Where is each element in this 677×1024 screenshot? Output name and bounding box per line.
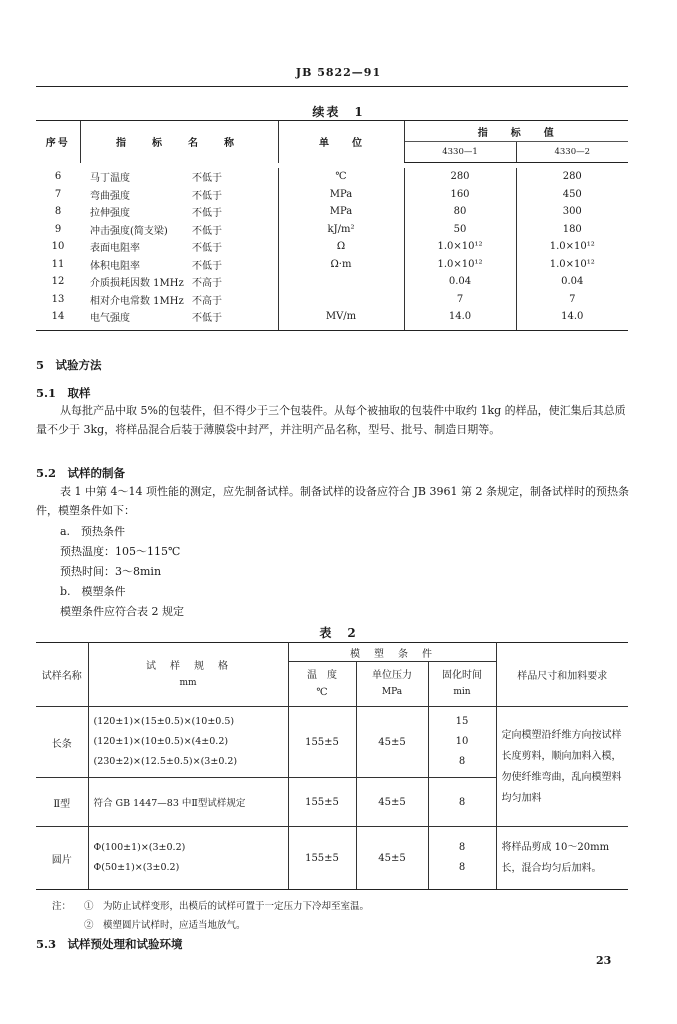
page-number: 23 — [596, 954, 612, 967]
col-model-b-header: 4330—2 — [516, 142, 628, 163]
row-value-b: 450 — [516, 186, 628, 204]
row-value-a: 1.0×10¹² — [404, 256, 516, 274]
col-value-header: 指 标 值 — [404, 121, 628, 142]
note-2: ② 模塑圆片试样时，应适当地放气。 — [84, 920, 246, 931]
row-no: 7 — [54, 188, 62, 200]
spec-header-label: 试 样 规 格 — [146, 660, 230, 672]
row-name: 冲击强度(简支梁) — [90, 225, 168, 237]
row-name: 体积电阻率 — [90, 260, 140, 272]
row-value-b: 180 — [516, 221, 628, 239]
col-pressure-header — [356, 662, 428, 707]
table1-row — [36, 168, 628, 186]
col-name-header: 指 标 名 称 — [80, 121, 278, 163]
col-spec-header — [88, 643, 288, 707]
section-5-2-title: 5.2 试样的制备 — [36, 466, 126, 480]
table1-row — [36, 238, 628, 256]
molding-note: 模塑条件应符合表 2 规定 — [60, 605, 184, 618]
row-name: 电气强度 — [80, 308, 192, 330]
row-unit: Ω — [278, 238, 404, 256]
row-value-a: 1.0×10¹² — [404, 238, 516, 256]
cure-header-unit: min — [453, 687, 471, 697]
row-value-a: 160 — [404, 186, 516, 204]
temp-header-label: 温 度 — [307, 670, 337, 681]
col-requirement-header: 样品尺寸和加料要求 — [496, 643, 628, 707]
specimen-specs — [88, 827, 288, 890]
header-rule — [36, 86, 628, 87]
row-unit — [278, 273, 404, 291]
col-temp-header — [288, 662, 356, 707]
col-no-header: 序号 — [36, 121, 80, 163]
row-value-b: 300 — [516, 203, 628, 221]
cure-value: 15 — [455, 716, 469, 727]
specimen-name: 圆片 — [36, 827, 88, 890]
cure-time: 8 — [428, 778, 496, 827]
row-no: 12 — [51, 276, 65, 288]
row-value-b: 1.0×10¹² — [516, 238, 628, 256]
cure-value: 8 — [458, 842, 466, 853]
row-value-b: 280 — [516, 168, 628, 186]
preheat-temperature: 预热温度：105～115℃ — [60, 545, 181, 558]
table1-row — [36, 186, 628, 204]
row-no: 14 — [36, 308, 80, 330]
mold-temperature: 155±5 — [288, 707, 356, 778]
row-value-a: 7 — [404, 291, 516, 309]
section-5-3-title: 5.3 试样预处理和试验环境 — [36, 937, 183, 951]
table2 — [36, 642, 628, 890]
row-condition: 不低于 — [192, 308, 278, 330]
row-unit: Ω·m — [278, 256, 404, 274]
row-unit: MPa — [278, 186, 404, 204]
cure-header-label: 固化时间 — [442, 670, 482, 681]
row-condition: 不低于 — [192, 208, 222, 220]
specimen-specs: 符合 GB 1447—83 中Ⅱ型试样规定 — [88, 778, 288, 827]
mold-pressure: 45±5 — [356, 707, 428, 778]
row-condition: 不高于 — [192, 278, 222, 290]
specimen-specs — [88, 707, 288, 778]
row-value-b: 7 — [516, 291, 628, 309]
row-value-a: 80 — [404, 203, 516, 221]
row-value-b: 0.04 — [516, 273, 628, 291]
notes-label: 注： — [52, 901, 72, 912]
specimen-name: 长条 — [36, 707, 88, 778]
row-value-a: 0.04 — [404, 273, 516, 291]
col-cure-header — [428, 662, 496, 707]
row-value-a: 50 — [404, 221, 516, 239]
table1-row — [36, 291, 628, 309]
cure-time — [428, 827, 496, 890]
row-condition: 不低于 — [192, 260, 222, 272]
section-5-title: 5 试验方法 — [36, 358, 102, 372]
row-value-b: 14.0 — [516, 308, 628, 330]
section-5-1-title: 5.1 取样 — [36, 386, 91, 400]
row-value-a: 14.0 — [404, 308, 516, 330]
mold-temperature: 155±5 — [288, 778, 356, 827]
row-value-a: 280 — [404, 168, 516, 186]
cure-value: 8 — [458, 862, 466, 873]
note-1: ① 为防止试样变形，出模后的试样可置于一定压力下冷却至室温。 — [84, 901, 370, 912]
col-specimen-name-header: 试样名称 — [36, 643, 88, 707]
pressure-header-label: 单位压力 — [372, 670, 412, 681]
row-no: 10 — [51, 241, 65, 253]
row-condition: 不低于 — [192, 243, 222, 255]
row-condition: 不低于 — [192, 173, 222, 185]
cure-time — [428, 707, 496, 778]
spec-line: Φ(50±1)×(3±0.2) — [93, 862, 180, 873]
mold-pressure: 45±5 — [356, 827, 428, 890]
cure-value: 10 — [455, 736, 469, 747]
row-unit: MV/m — [278, 308, 404, 330]
row-name: 介质损耗因数 1MHz — [90, 278, 184, 290]
spec-line: (230±2)×(12.5±0.5)×(3±0.2) — [93, 756, 238, 767]
section-5-2-body: 表 1 中第 4～14 项性能的测定，应先制备试样。制备试样的设备应符合 JB 3961 第 2 条规定，制备试样时的预热条件，模塑条件如下： — [36, 485, 629, 517]
row-no: 9 — [54, 223, 62, 235]
table2-row — [36, 707, 628, 778]
spec-line: Φ(100±1)×(3±0.2) — [93, 842, 186, 853]
col-molding-header: 模 塑 条 件 — [288, 643, 496, 662]
row-no: 8 — [54, 206, 62, 218]
row-name: 表面电阻率 — [90, 243, 140, 255]
row-condition: 不高于 — [192, 295, 222, 307]
preheat-time: 预热时间：3～8min — [60, 565, 162, 578]
mold-pressure: 45±5 — [356, 778, 428, 827]
row-no: 13 — [51, 293, 65, 305]
table2-row — [36, 827, 628, 890]
table1-row — [36, 203, 628, 221]
table1-row — [36, 221, 628, 239]
row-unit — [278, 291, 404, 309]
col-model-a-header: 4330—1 — [404, 142, 516, 163]
section-5-1-body: 从每批产品中取 5%的包装件，但不得少于三个包装件。从每个被抽取的包装件中取约 1kg 的样品，使汇集后其总质量不少于 3kg，将样品混合后装于薄膜袋中封严，并注明产品名称，型号、批号、制造日期等。 — [36, 404, 626, 436]
row-name: 相对介电常数 1MHz — [90, 295, 184, 307]
temp-header-unit: ℃ — [316, 687, 328, 698]
requirement-oriented: 定向模塑沿纤维方向按试样长度剪料，顺向加料入模，勿使纤维弯曲，乱向模塑料均匀加料 — [496, 707, 628, 827]
item-b-molding: b. 模塑条件 — [60, 585, 126, 598]
mold-temperature: 155±5 — [288, 827, 356, 890]
row-name: 马丁温度 — [90, 173, 130, 185]
row-no: 6 — [54, 171, 62, 183]
row-name: 拉伸强度 — [90, 208, 130, 220]
table1-row — [36, 308, 628, 330]
row-value-b: 1.0×10¹² — [516, 256, 628, 274]
item-a-preheat: a. 预热条件 — [60, 525, 126, 538]
table1-row — [36, 273, 628, 291]
spec-header-unit: mm — [179, 677, 197, 688]
col-unit-header: 单 位 — [278, 121, 404, 163]
spec-line: (120±1)×(10±0.5)×(4±0.2) — [93, 736, 229, 747]
standard-code: JB 5822—91 — [295, 66, 382, 79]
table2-caption: 表 2 — [319, 626, 358, 640]
row-name: 弯曲强度 — [90, 190, 130, 202]
row-no: 11 — [51, 258, 65, 270]
table1 — [36, 120, 628, 331]
row-unit: MPa — [278, 203, 404, 221]
specimen-name: Ⅱ型 — [36, 778, 88, 827]
cure-value: 8 — [458, 756, 466, 767]
row-unit: ℃ — [278, 168, 404, 186]
row-condition: 不低于 — [192, 225, 222, 237]
table1-caption: 续表 1 — [312, 105, 365, 119]
table1-row — [36, 256, 628, 274]
row-condition: 不低于 — [192, 190, 222, 202]
pressure-header-unit: MPa — [381, 687, 403, 697]
row-unit: kJ/m² — [278, 221, 404, 239]
requirement-disc: 将样品剪成 10～20mm 长，混合均匀后加料。 — [496, 827, 628, 890]
spec-line: (120±1)×(15±0.5)×(10±0.5) — [93, 716, 235, 727]
